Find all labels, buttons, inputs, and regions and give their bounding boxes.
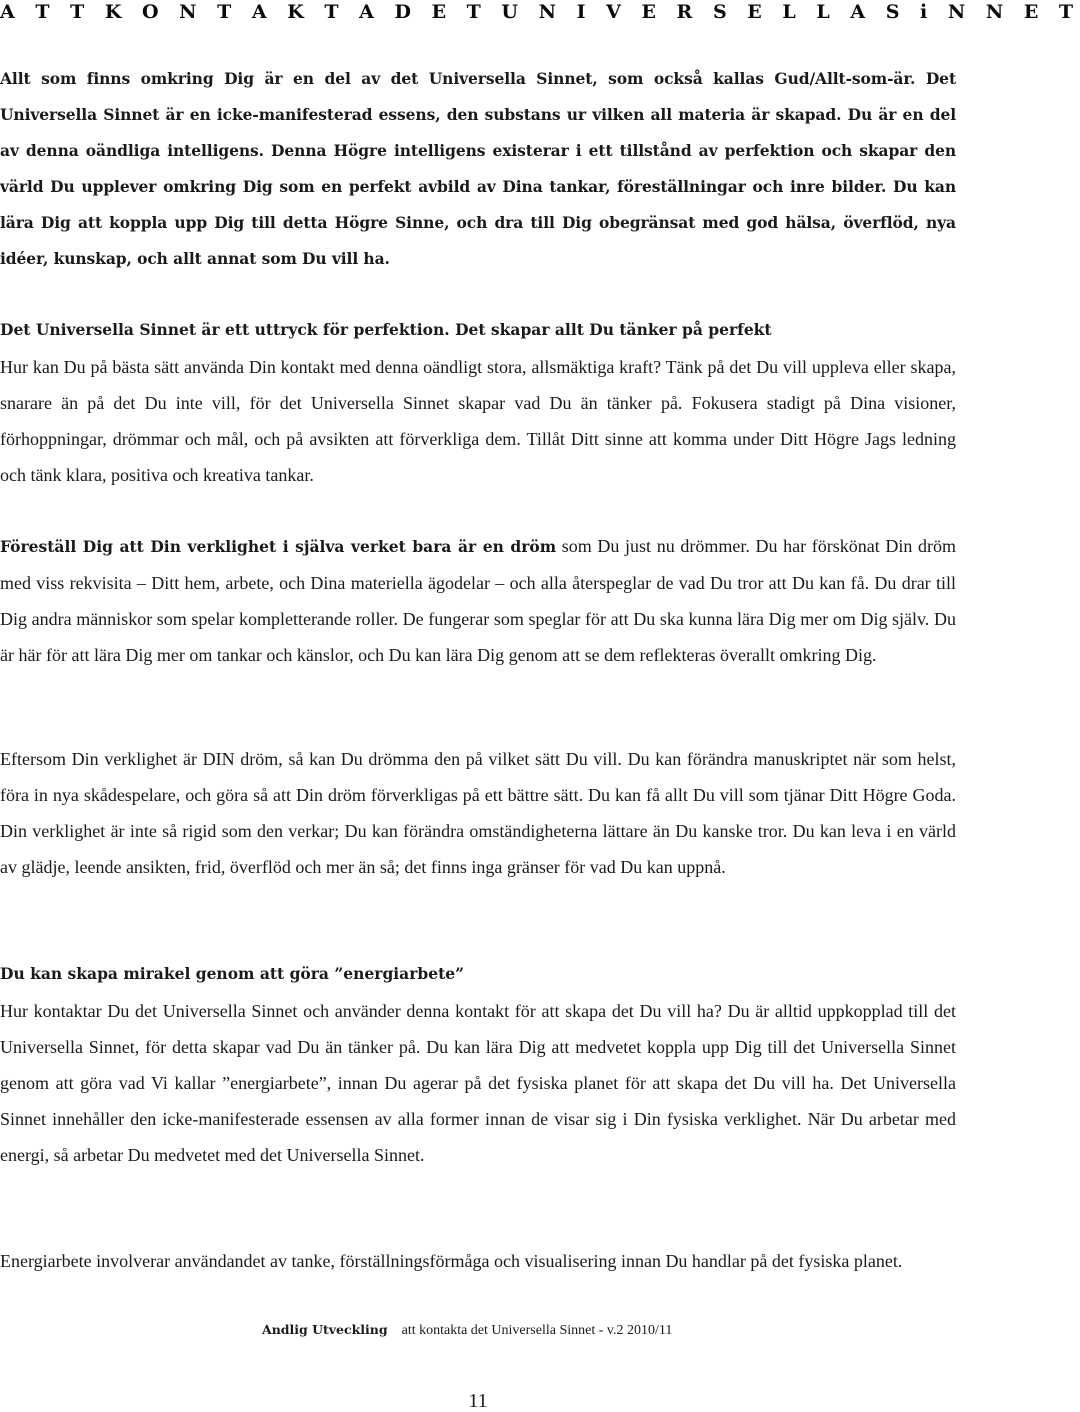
dream-paragraph <box>0 528 956 673</box>
footer-doc-info: att kontakta det Universella Sinnet - v.2 2010/11 <box>401 1323 673 1338</box>
dream-paragraph-lead: Föreställ Dig att Din verklighet i själva verket bara är en dröm <box>0 537 557 556</box>
dream-paragraph-rest: som Du just nu drömmer. Du har förskönat Din dröm med viss rekvisita – Ditt hem, arbete, och Dina materiella ägodelar – och alla återspeglar de vad Du tror att Du kan få. Du drar till Dig andra människor som spelar kompletterande roller. De fungerar som speglar för att Du ska kunna lära Dig mer om Dig själv. Du är här för att lära Dig mer om tankar och känslor, och Du kan lära Dig genom att se dem reflekteras överallt omkring Dig. <box>0 536 956 665</box>
section-heading-perfection: Det Universella Sinnet är ett uttryck för perfektion. Det skapar allt Du tänker på perfekt <box>0 320 772 339</box>
page-number: 11 <box>468 1390 488 1412</box>
page-footer <box>262 1320 672 1341</box>
intro-paragraph: Allt som finns omkring Dig är en del av det Universella Sinnet, som också kallas Gud/Allt-som-är. Det Universella Sinnet är en icke-manifesterad essens, den substans ur vilken all materia är skapad. Du är en del av denna oändliga intelligens. Denna Högre intelligens existerar i ett tillstånd av perfektion och skapar den värld Du upplever omkring Dig som en perfekt avbild av Dina tankar, föreställningar och inre bilder. Du kan lära Dig att koppla upp Dig till detta Högre Sinne, och dra till Dig obegränsat med god hälsa, överflöd, nya idéer, kunskap, och allt annat som Du vill ha. <box>0 69 956 268</box>
document-title: A T T K O N T A K T A D E T U N I V E R S E L L A S i N N E T <box>0 1 1080 23</box>
section-body-perfection: Hur kan Du på bästa sätt använda Din kontakt med denna oändligt stora, allsmäktiga kraft? Tänk på det Du vill uppleva eller skapa, snarare än på det Du inte vill, för det Universella Sinnet skapar vad Du än tänker på. Fokusera stadigt på Dina visioner, förhoppningar, drömmar och mål, och på avsikten att förverkliga dem. Tillåt Ditt sinne att komma under Ditt Högre Jags ledning och tänk klara, positiva och kreativa tankar. <box>0 357 956 485</box>
section-body-miracles: Hur kontaktar Du det Universella Sinnet och använder denna kontakt för att skapa det Du vill ha? Du är alltid uppkopplad till det Universella Sinnet, för detta skapar vad Du än tänker på. Du kan lära Dig att medvetet koppla upp Dig till det Universella Sinnet genom att göra vad Vi kallar ”energiarbete”, innan Du agerar på det fysiska planet för att skapa det Du vill ha. Det Universella Sinnet innehåller den icke-manifesterade essensen av alla former innan de visar sig i Din fysiska verklighet. När Du arbetar med energi, så arbetar Du medvetet med det Universella Sinnet. <box>0 1001 956 1165</box>
reality-paragraph: Eftersom Din verklighet är DIN dröm, så kan Du drömma den på vilket sätt Du vill. Du kan förändra manuskriptet när som helst, föra in nya skådespelare, och göra så att Din dröm förverkligas på ett bättre sätt. Du kan få allt Du vill som tjänar Ditt Högre Goda. Din verklighet är inte så rigid som den verkar; Du kan förändra omständigheterna lättare än Du kanske tror. Du kan leva i en värld av glädje, leende ansikten, frid, överflöd och mer än så; det finns inga gränser för vad Du kan uppnå. <box>0 749 956 877</box>
section-heading-miracles: Du kan skapa mirakel genom att göra ”energiarbete” <box>0 964 465 983</box>
energy-work-paragraph: Energiarbete involverar användandet av tanke, förställningsförmåga och visualisering innan Du handlar på det fysiska planet. <box>0 1251 903 1271</box>
footer-brand: Andlig Utveckling <box>262 1322 388 1337</box>
